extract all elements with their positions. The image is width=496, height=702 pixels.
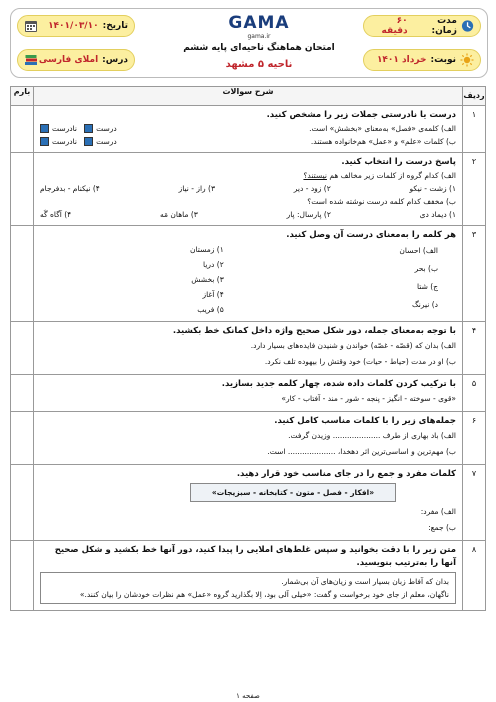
- question-number: ۴: [463, 322, 486, 375]
- checkbox-icon: [84, 137, 93, 146]
- question-row-6: [11, 412, 486, 465]
- exam-header: [10, 8, 488, 78]
- passage-line: ناگهان، معلم از جای خود برخواست و گفت: «خیلی آلی بود، اِلا بگذارید گروه «عمل» هم نظرات خودشان را بیان کنند.»: [79, 590, 449, 599]
- question-body: [34, 541, 463, 611]
- sun-icon: [460, 53, 474, 67]
- match-item: الف) احسان: [399, 246, 438, 255]
- option[interactable]: ۱) دیماد دی: [419, 210, 456, 219]
- question-body: [34, 322, 463, 375]
- date-value: ۱۴۰۱/۰۳/۱۰: [48, 21, 99, 31]
- options-b: [40, 208, 456, 221]
- passage-box: [40, 572, 456, 604]
- question-row-4: [11, 322, 486, 375]
- question-row-1: [11, 106, 486, 153]
- question-title: کلمات مفرد و جمع را در جای مناسب خود قرار دهید.: [236, 469, 456, 479]
- option[interactable]: ۳) راز - نیاز: [178, 184, 216, 193]
- question-number: ۱: [463, 106, 486, 153]
- date-box: [17, 15, 135, 37]
- duration-value: ۶۰ دقیقه: [381, 16, 408, 36]
- match-right-column: [190, 242, 224, 317]
- question-row-3: [11, 226, 486, 322]
- score-cell: [11, 412, 34, 465]
- sentence-b: ب) مهم‌ترین و اساسی‌ترین اثر دهخدا، .................... است.: [267, 447, 456, 456]
- question-number: ۵: [463, 375, 486, 412]
- true-label: درست: [96, 124, 117, 133]
- match-meaning: ۱) زمستان: [190, 245, 224, 254]
- question-title: هر کلمه را به‌معنای درست آن وصل کنید.: [286, 230, 456, 240]
- question-title: درست یا نادرستی جملات زیر را مشخص کنید.: [266, 110, 456, 120]
- score-cell: [11, 541, 34, 611]
- gama-logo: [207, 13, 311, 40]
- sentence-a: الف) بدان که (قصّه - غصّه) خواندن و شنیدن فایده‌های بسیار دارد.: [250, 341, 456, 350]
- duration-label: مدت زمان:: [431, 16, 457, 36]
- match-item: ج) شتا: [417, 282, 438, 291]
- question-title: با ترکیب کردن کلمات داده شده، چهار کلمه جدید بسازید.: [221, 379, 456, 389]
- question-number: ۸: [463, 541, 486, 611]
- subject-value: املای فارسی: [38, 55, 99, 65]
- checkbox-icon: [40, 137, 49, 146]
- col-num-header: ردیف: [463, 87, 486, 106]
- sub-question-b: ب) مخفف کدام کلمه درست نوشته شده است؟: [307, 197, 456, 206]
- score-cell: [11, 153, 34, 226]
- sub-question-a: الف) کدام گروه از کلمات زیر مخالف هم: [329, 171, 456, 180]
- option[interactable]: ۴) آگاه گَه: [40, 210, 72, 219]
- question-body: [34, 226, 463, 322]
- match-item: ب) بحر: [414, 264, 438, 273]
- exam-title: امتحان هماهنگ ناحیه‌ای پایه ششم: [183, 43, 335, 53]
- question-row-8: [11, 541, 486, 611]
- shift-value: خرداد ۱۴۰۱: [376, 55, 427, 65]
- sentence-a: الف) باد بهاری از طرف .................... وزیدن گرفت.: [288, 431, 456, 440]
- checkbox-icon: [84, 124, 93, 133]
- question-number: ۷: [463, 465, 486, 541]
- question-title: پاسخ درست را انتخاب کنید.: [341, 157, 456, 167]
- singular-answer-line: الف) مفرد:: [420, 507, 456, 516]
- question-title: متن زیر را با دقت بخوانید و سپس غلط‌های املایی را پیدا کنید، دور آنها خط بکشید و شکل صحیح آنها را به‌ترتیب بنویسید.: [54, 545, 456, 568]
- shift-label: نوبت:: [430, 55, 456, 65]
- sentence-b: ب) او در مدت (حیاط - حیات) خود وقتش را بیهوده تلف نکرد.: [264, 357, 456, 366]
- option[interactable]: ۲) زود - دیر: [293, 184, 331, 193]
- option[interactable]: ۲) پارسال: پار: [286, 210, 331, 219]
- question-body: [34, 375, 463, 412]
- checkbox-icon: [40, 124, 49, 133]
- options-a: [40, 182, 456, 195]
- question-body: [34, 465, 463, 541]
- statement-b: ب) کلمات «علم» و «عمل» هم‌خانواده هستند.: [310, 137, 456, 146]
- questions-table: [10, 86, 486, 611]
- question-row-2: [11, 153, 486, 226]
- logo-text: GAMA: [228, 13, 290, 33]
- passage-line: بدان که آفاط زبان بسیار است و زیان‌های آن بی‌شمار.: [281, 577, 449, 586]
- question-body: [34, 106, 463, 153]
- date-label: تاریخ:: [102, 21, 128, 31]
- statement-a: الف) کلمه‌ی «فصل» به‌معنای «بخشش» است.: [309, 124, 456, 133]
- true-option-a[interactable]: [84, 122, 117, 135]
- underlined-word: نیستند؟: [303, 171, 327, 180]
- match-left-column: [399, 242, 438, 317]
- false-label: نادرست: [52, 137, 77, 146]
- true-option-b[interactable]: [84, 135, 117, 148]
- false-option-b[interactable]: [40, 135, 77, 148]
- question-number: ۶: [463, 412, 486, 465]
- question-row-5: [11, 375, 486, 412]
- word-bank: «افکار - فصل - متون - کتابخانه - سبزیجات»: [190, 483, 396, 502]
- col-desc-header: شرح سوالات: [34, 87, 463, 106]
- match-meaning: ۴) آغاز: [202, 290, 224, 299]
- logo-site: gama.ir: [247, 33, 271, 40]
- option[interactable]: ۳) ماهان مَه: [159, 210, 198, 219]
- plural-answer-line: ب) جمع:: [428, 523, 456, 532]
- score-cell: [11, 465, 34, 541]
- match-meaning: ۳) بخشش: [191, 275, 224, 284]
- score-cell: [11, 226, 34, 322]
- duration-box: [363, 15, 481, 37]
- calendar-icon: [24, 19, 38, 33]
- exam-region: ناحیه ۵ مشهد: [225, 59, 293, 70]
- match-item: د) نیرنگ: [412, 300, 438, 309]
- match-meaning: ۵) فریب: [197, 305, 224, 314]
- page-footer: صفحه ۱: [236, 692, 260, 700]
- word-bank: «قوی - سوخته - انگیز - پنجه - شور - مند - آفتاب - کار»: [281, 394, 456, 403]
- table-header-row: [11, 87, 486, 106]
- question-row-7: [11, 465, 486, 541]
- shift-box: [363, 49, 481, 71]
- option[interactable]: ۴) نیکنام - بدفرجام: [40, 184, 100, 193]
- true-label: درست: [96, 137, 117, 146]
- subject-label: درس:: [102, 55, 128, 65]
- option[interactable]: ۱) زشت - نیکو: [409, 184, 456, 193]
- question-title: جمله‌های زیر را با کلمات مناسب کامل کنید.: [274, 416, 456, 426]
- score-cell: [11, 322, 34, 375]
- question-body: [34, 412, 463, 465]
- match-meaning: ۲) دریا: [203, 260, 224, 269]
- question-number: ۳: [463, 226, 486, 322]
- score-cell: [11, 106, 34, 153]
- question-title: با توجه به‌معنای جمله، دور شکل صحیح واژه داخل کمانک خط بکشید.: [172, 326, 456, 336]
- score-cell: [11, 375, 34, 412]
- subject-box: [17, 49, 135, 71]
- false-option-a[interactable]: [40, 122, 77, 135]
- col-score-header: بارم: [11, 87, 34, 106]
- clock-icon: [461, 19, 474, 33]
- question-number: ۲: [463, 153, 486, 226]
- books-icon: [24, 53, 38, 67]
- false-label: نادرست: [52, 124, 77, 133]
- question-body: [34, 153, 463, 226]
